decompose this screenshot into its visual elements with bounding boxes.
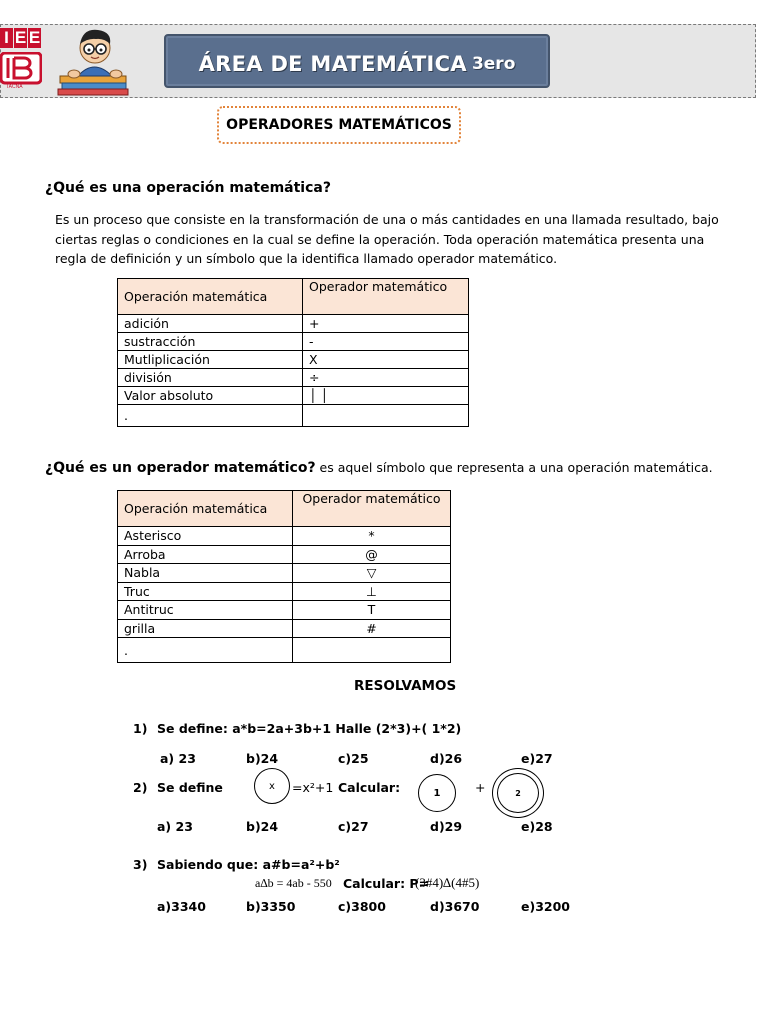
problem-2-rule: =x²+1 — [292, 780, 334, 795]
table-row — [118, 351, 469, 369]
table-cell: X — [303, 351, 469, 369]
student-mascot-icon — [56, 26, 144, 96]
logo-emblem-icon — [0, 52, 42, 86]
table-header-cell: Operación matemática — [118, 491, 293, 527]
logo-letters: I E E — [0, 28, 42, 50]
grade-label: 3ero — [471, 54, 516, 74]
table-cell: sustracción — [118, 333, 303, 351]
problem-3-rule: a∆b = 4ab - 550 — [255, 876, 332, 890]
table-cell: división — [118, 369, 303, 387]
table-row — [118, 564, 451, 583]
page-title-banner — [164, 34, 550, 88]
table-header-cell: Operador matemático — [293, 491, 451, 527]
table-cell: Valor absoluto — [118, 387, 303, 405]
table-cell: # — [293, 619, 451, 638]
problem-2-calc-label: Calcular: — [338, 780, 401, 795]
operations-table — [117, 278, 469, 427]
table-cell: ⊥ — [293, 582, 451, 601]
problem-3-calc-label: Calcular: P= — [343, 876, 430, 891]
option-b: b)24 — [246, 751, 279, 766]
paragraph-line: regla de definición y un símbolo que la identifica llamado operador matemático. — [55, 251, 558, 266]
paragraph-line: Es un proceso que consiste en la transformación de una o más cantidades en una llamada resultado, bajo — [55, 212, 719, 227]
question-heading-1: ¿Qué es una operación matemática? — [45, 180, 331, 196]
table-cell: Truc — [118, 582, 293, 601]
table-row — [118, 527, 451, 546]
option-d: d)3670 — [430, 899, 480, 914]
problem-3-text: Sabiendo que: a#b=a²+b² — [157, 857, 340, 872]
exercises-heading: RESOLVAMOS — [354, 678, 457, 694]
topic-title: OPERADORES MATEMÁTICOS — [217, 106, 461, 144]
option-b: b)3350 — [246, 899, 296, 914]
operators-table — [117, 490, 451, 663]
double-circle-inner: 2 — [497, 773, 539, 813]
table-cell: . — [118, 405, 303, 427]
problem-1-text: Se define: a*b=2a+3b+1 Halle (2*3)+( 1*2) — [157, 721, 462, 736]
question-heading-2 — [45, 460, 713, 476]
paragraph-line: ciertas reglas o condiciones en la cual se define la operación. Toda operación matemática presenta una — [55, 231, 705, 247]
table-header-cell: Operación matemática — [118, 279, 303, 315]
question-heading-2-text: ¿Qué es un operador matemático? — [45, 460, 316, 476]
option-d: d)26 — [430, 751, 463, 766]
table-cell: │ │ — [303, 387, 469, 405]
table-cell: Mutliplicación — [118, 351, 303, 369]
operator-definition: es aquel símbolo que representa a una operación matemática. — [315, 460, 713, 475]
school-logo: I E E TACNA — [0, 28, 44, 90]
circle-operator-1: 1 — [418, 774, 456, 812]
option-c: c)27 — [338, 819, 369, 834]
circle-operator-x: x — [254, 768, 290, 804]
definition-paragraph — [55, 210, 719, 269]
page-title: ÁREA DE MATEMÁTICA — [198, 52, 467, 76]
table-row — [118, 387, 469, 405]
table-cell: adición — [118, 315, 303, 333]
table-cell: . — [118, 638, 293, 663]
table-row — [118, 638, 451, 663]
option-e: e)27 — [521, 751, 553, 766]
table-cell: - — [303, 333, 469, 351]
table-header-row — [118, 279, 469, 315]
table-cell: Arroba — [118, 545, 293, 564]
table-cell — [303, 405, 469, 427]
table-cell: ▽ — [293, 564, 451, 583]
option-d: d)29 — [430, 819, 463, 834]
option-c: c)3800 — [338, 899, 386, 914]
problem-3-number: 3) — [133, 857, 148, 872]
table-cell: Asterisco — [118, 527, 293, 546]
table-cell: + — [303, 315, 469, 333]
double-circle-operator-2 — [492, 768, 544, 818]
table-row — [118, 333, 469, 351]
option-a: a) 23 — [160, 751, 196, 766]
table-row — [118, 369, 469, 387]
option-c: c)25 — [338, 751, 369, 766]
table-cell: * — [293, 527, 451, 546]
table-row — [118, 582, 451, 601]
option-e: e)28 — [521, 819, 553, 834]
table-row — [118, 545, 451, 564]
table-row — [118, 619, 451, 638]
table-row — [118, 315, 469, 333]
problem-3-expression: (3#4)∆(4#5) — [415, 875, 480, 890]
table-row — [118, 601, 451, 620]
problem-2-number: 2) — [133, 780, 148, 795]
table-header-row — [118, 491, 451, 527]
table-cell — [293, 638, 451, 663]
table-cell: Nabla — [118, 564, 293, 583]
option-b: b)24 — [246, 819, 279, 834]
table-cell: @ — [293, 545, 451, 564]
table-cell: ÷ — [303, 369, 469, 387]
table-row — [118, 405, 469, 427]
option-a: a)3340 — [157, 899, 206, 914]
table-header-cell: Operador matemático — [303, 279, 469, 315]
table-cell: Antitruc — [118, 601, 293, 620]
option-e: e)3200 — [521, 899, 570, 914]
table-cell: grilla — [118, 619, 293, 638]
problem-2-text: Se define — [157, 780, 223, 795]
plus-sign: + — [475, 780, 486, 795]
table-cell: T — [293, 601, 451, 620]
option-a: a) 23 — [157, 819, 193, 834]
problem-1-number: 1) — [133, 721, 148, 736]
